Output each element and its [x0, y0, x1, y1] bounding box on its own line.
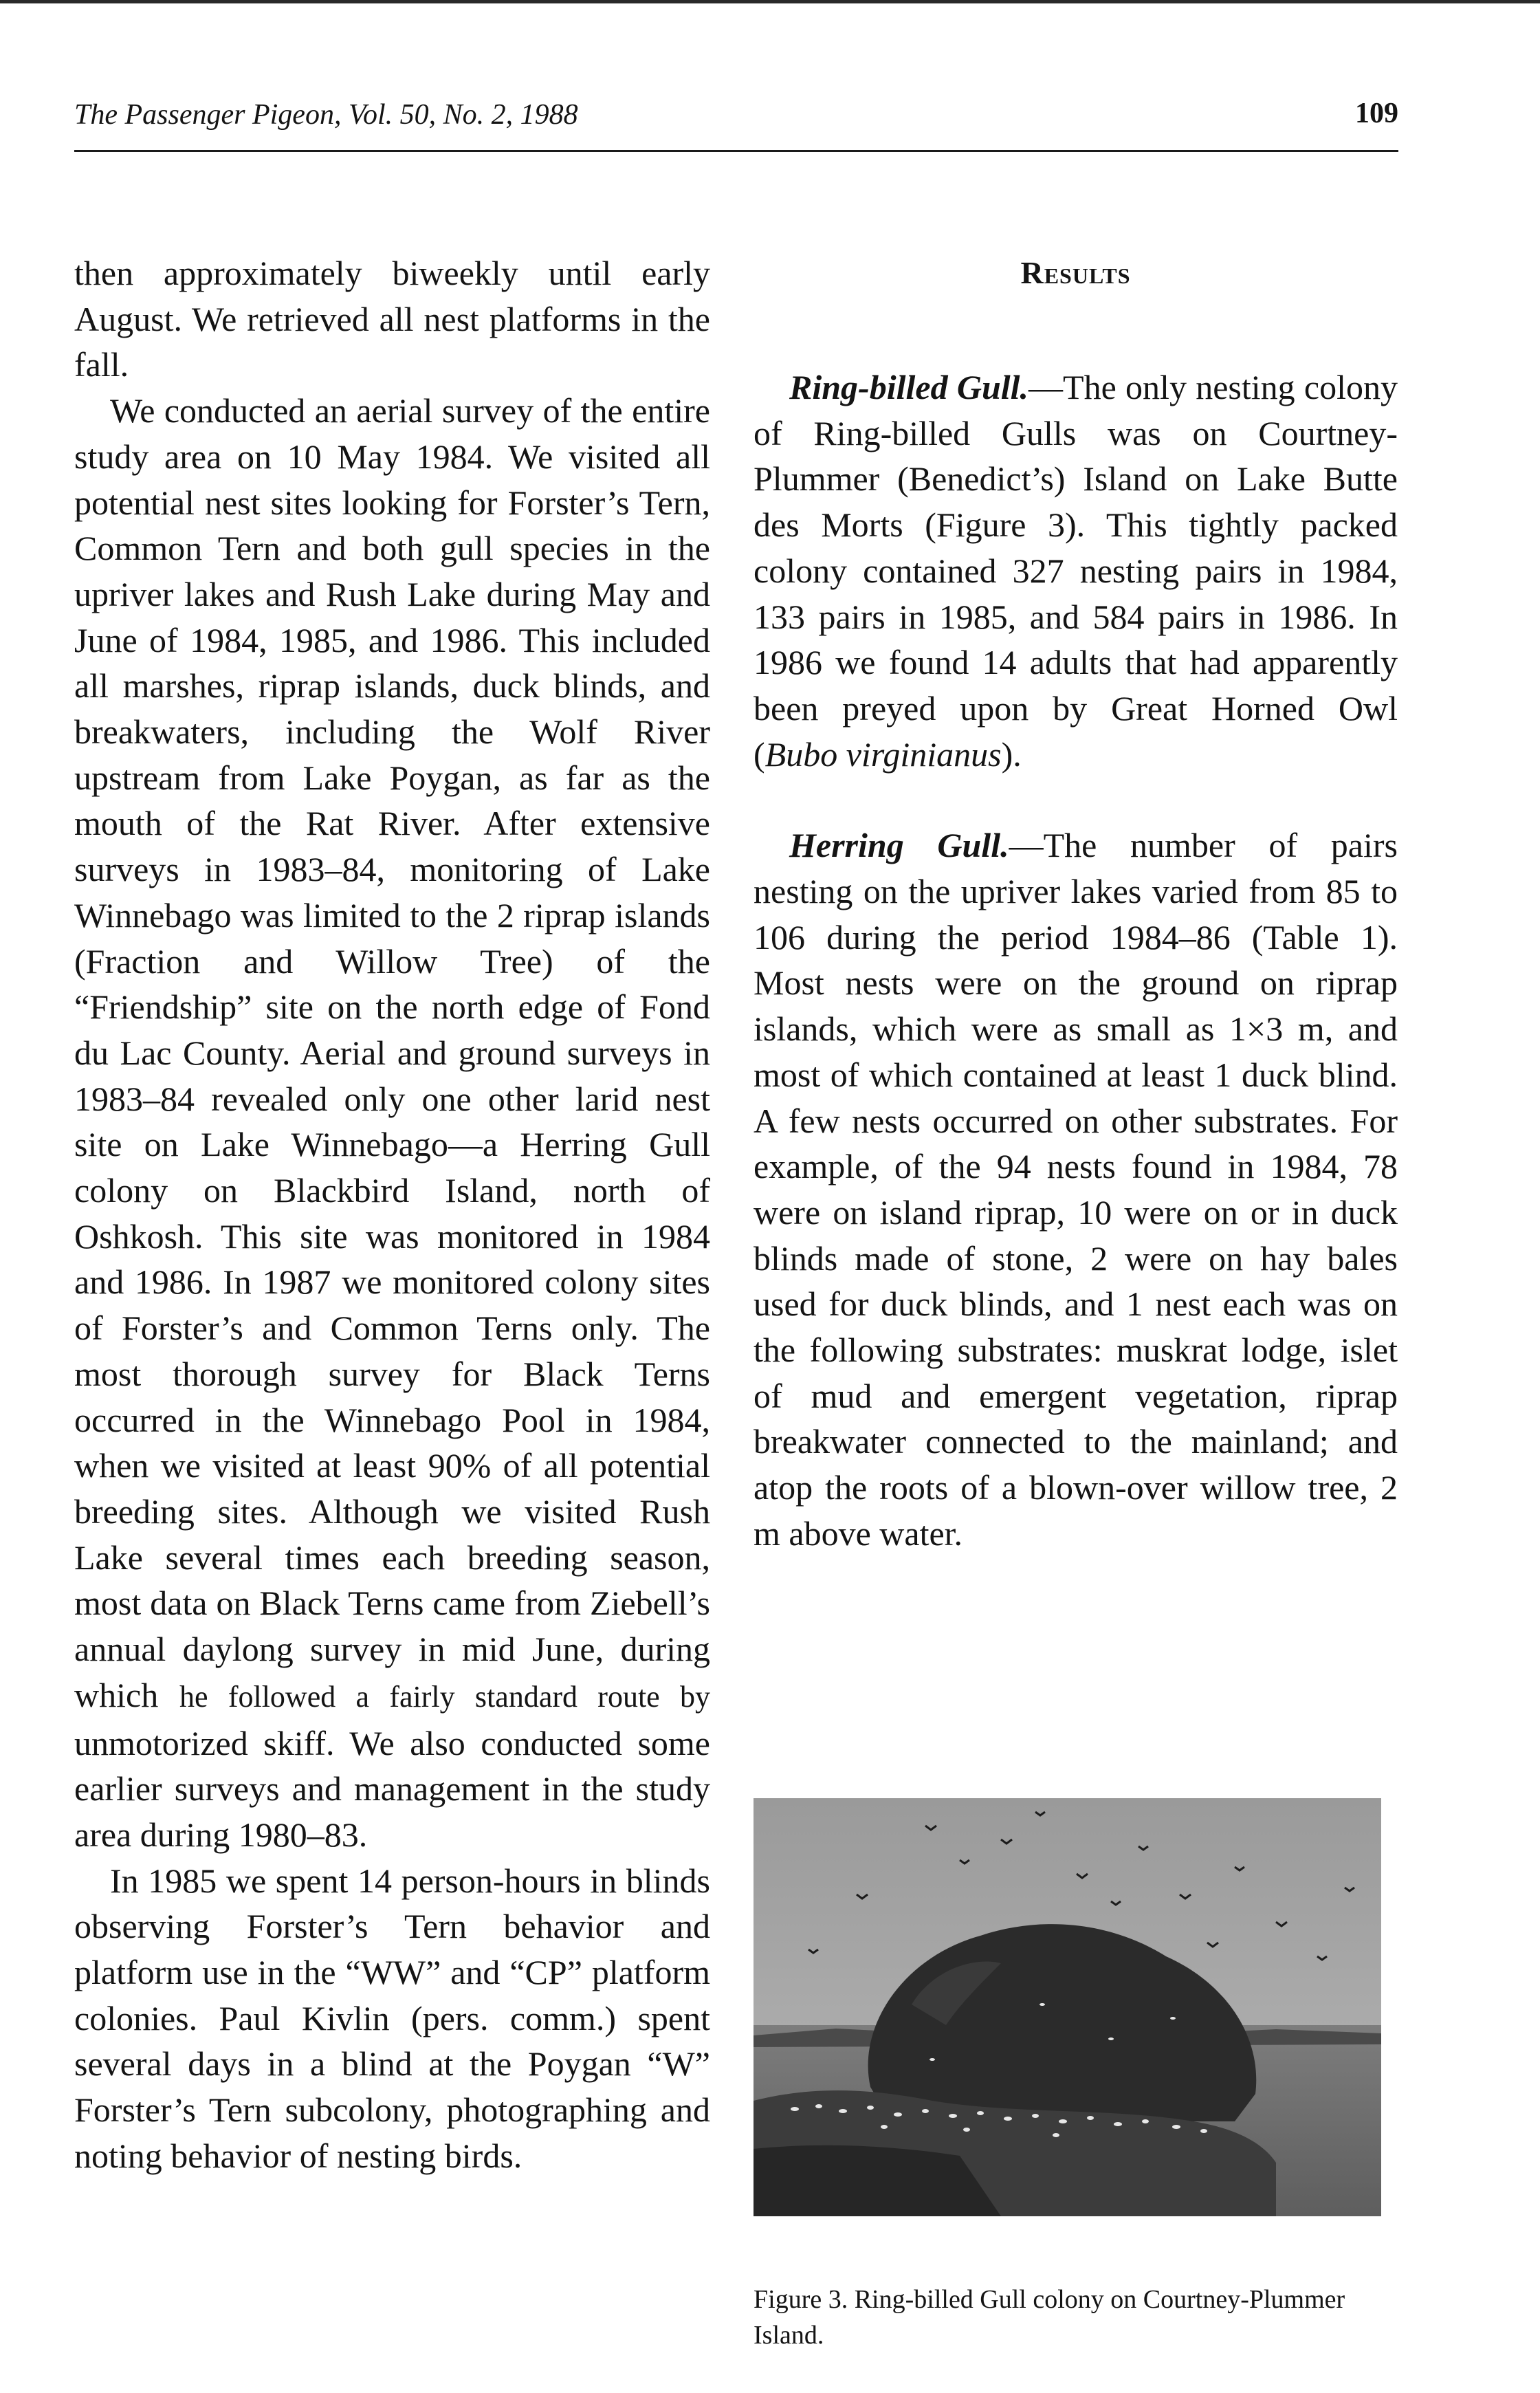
paragraph-survey-methods [74, 388, 710, 1858]
journal-citation: The Passenger Pigeon, Vol. 50, No. 2, 1988 [74, 99, 578, 131]
survey-methods-text: We conducted an aerial survey of the entire study area on 10 May 1984. We visited all potential nest sites looking for Forster’s Tern, Common Tern and both gull species in the upriver lakes and Rush Lake during May and June of 1984, 1985, and 1986. This included all marshes, riprap islands, duck blinds, and breakwaters, including the Wolf River upstream from Lake Poygan, as far as the mouth of the Rat River. After extensive surveys in 1983–84, monitoring of Lake Winnebago was limited to the 2 riprap islands (Fraction and Willow Tree) of the “Friendship” site on the north edge of Fond du Lac County. Aerial and ground surveys in 1983–84 revealed only one other larid nest site on Lake Winnebago—a Herring Gull colony on Blackbird Island, north of Oshkosh. This site was monitored in 1984 and 1986. In 1987 we monitored colony sites of Forster’s and Common Terns only. The most thorough survey for Black Terns occurred in the Winnebago Pool in 1984, when we visited at least 90% of all potential breeding sites. Although we visited Rush Lake several times each breeding season, most data on Black Terns came from Ziebell’s annual daylong survey in mid June, during which [74, 391, 710, 1714]
page-number: 109 [1355, 98, 1398, 129]
right-column [754, 250, 1398, 1557]
herring-text: —The number of pairs nesting on the upriver lakes varied from 85 to 106 during the period 1984–86 (Table 1). Most nests were on the ground on riprap islands, which were as small as 1×3 m, and most of which contained at least 1 duck blind. A few nests occurred on other substrates. For example, of the 94 nests found in 1984, 78 were on island riprap, 10 were on or in duck blinds made of stone, 2 were on hay bales used for duck blinds, and 1 nest each was on the following substrates: muskrat lodge, islet of mud and emergent vegetation, riprap breakwater connected to the mainland; and atop the roots of a blown-over willow tree, 2 m above water. [754, 826, 1398, 1553]
left-column [74, 250, 710, 2179]
figure-caption: Figure 3. Ring-billed Gull colony on Courtney-Plummer Island. [754, 2285, 1345, 2350]
section-heading-results: Results [1020, 255, 1131, 290]
paragraph-continued: then approximately biweekly until early August. We retrieved all nest platforms in the fall. [74, 254, 710, 384]
paragraph-herring-gull [754, 822, 1398, 1556]
paragraph-ring-billed-gull [754, 364, 1398, 777]
species-name-ring-billed: Ring-billed Gull. [789, 368, 1029, 406]
survey-methods-end: unmotorized skiff. We also conducted some earlier surveys and management in the study area during 1980–83. [74, 1723, 710, 1854]
species-name-herring: Herring Gull. [789, 826, 1009, 865]
figure-photo-gull-colony [754, 1798, 1381, 2216]
latin-name-bubo: Bubo virginianus [764, 734, 1002, 774]
ring-billed-text: —The only nesting colony of Ring-billed Gulls was on Courtney-Plummer (Benedict’s) Island on Lake Butte des Morts (Figure 3). This tightly packed colony contained 327 nesting pairs in 1984, 133 pairs in 1985, and 584 pairs in 1986. In 1986 we found 14 adults that had apparently been preyed upon by Great Horned Owl ( [754, 368, 1398, 774]
ring-billed-end: ). [1001, 734, 1022, 774]
running-header [74, 96, 1398, 152]
page-top-edge [0, 0, 1540, 3]
survey-methods-small-line: he followed a fairly standard route by [179, 1679, 710, 1714]
paragraph-blind-observation: In 1985 we spent 14 person-hours in blinds observing Forster’s Tern behavior and platform use in the “WW” and “CP” platform colonies. Paul Kivlin (pers. comm.) spent several days in a blind at the Poygan “W” Forster’s Tern subcolony, photographing and noting behavior of nesting birds. [74, 1861, 710, 2175]
